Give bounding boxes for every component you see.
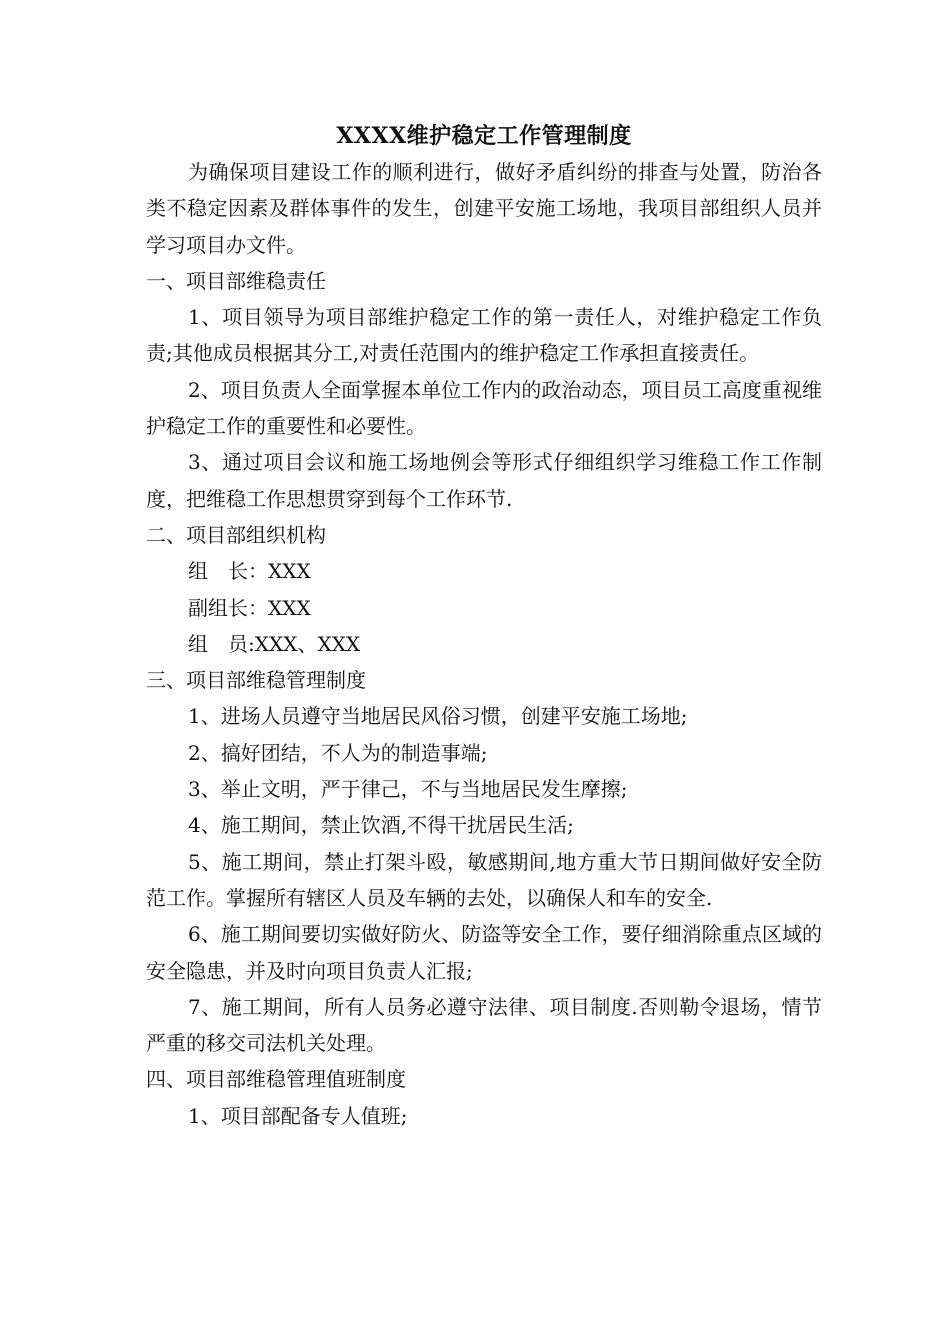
section-heading-4: 四、项目部维稳管理值班制度 <box>146 1067 406 1092</box>
org-member-staff: 组 员:XXX、XXX <box>188 631 361 656</box>
section-3-item-4: 4、施工期间，禁止饮酒,不得干扰居民生活; <box>188 813 574 838</box>
intro-paragraph: 为确保项目建设工作的顺利进行，做好矛盾纠纷的排查与处置，防治各类不稳定因素及群体事件的发生，创建平安施工场地，我项目部组织人员并学习项目办文件。 <box>146 160 822 257</box>
section-heading-2: 二、项目部组织机构 <box>146 522 326 547</box>
document-title: XXXX维护稳定工作管理制度 <box>336 123 632 149</box>
org-member-leader: 组 长：XXX <box>188 559 311 584</box>
section-3-item-3: 3、举止文明，严于律己，不与当地居民发生摩擦; <box>188 777 628 802</box>
document-page <box>146 118 822 1134</box>
section-4-item-1: 1、项目部配备专人值班; <box>188 1103 408 1128</box>
section-1-item-2: 2、项目负责人全面掌握本单位工作内的政治动态，项目员工高度重视维护稳定工作的重要性和必要性。 <box>146 377 822 439</box>
section-3-item-2: 2、搞好团结，不人为的制造事端; <box>188 740 488 765</box>
section-heading-1: 一、项目部维稳责任 <box>146 268 326 293</box>
section-3-item-7: 7、施工期间，所有人员务必遵守法律、项目制度.否则勒令退场，情节严重的移交司法机关处理。 <box>146 994 822 1056</box>
section-1-item-3: 3、通过项目会议和施工场地例会等形式仔细组织学习维稳工作工作制度，把维稳工作思想贯穿到每个工作环节. <box>146 450 822 511</box>
section-3-item-5: 5、施工期间，禁止打架斗殴，敏感期间,地方重大节日期间做好安全防范工作。掌握所有辖区人员及车辆的去处，以确保人和车的安全. <box>146 849 822 910</box>
section-3-item-1: 1、进场人员遵守当地居民风俗习惯，创建平安施工场地; <box>188 704 688 729</box>
org-member-deputy: 副组长：XXX <box>188 595 311 620</box>
section-heading-3: 三、项目部维稳管理制度 <box>146 668 366 693</box>
section-3-item-6: 6、施工期间要切实做好防火、防盗等安全工作，要仔细消除重点区域的安全隐患，并及时向项目负责人汇报; <box>146 922 822 983</box>
section-1-item-1: 1、项目领导为项目部维护稳定工作的第一责任人，对维护稳定工作负责;其他成员根据其分工,对责任范围内的维护稳定工作承担直接责任。 <box>146 305 822 366</box>
